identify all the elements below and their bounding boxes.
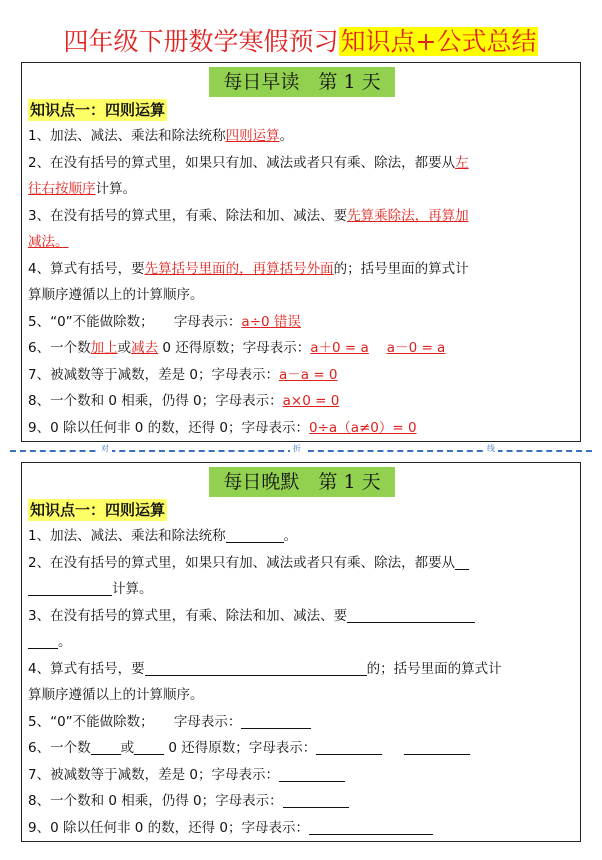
evening-heading: 每日晚默 第 1 天: [209, 467, 395, 497]
evening-line-6: 6、一个数 或 0 还得原数；字母表示：: [28, 735, 576, 762]
answer-blank[interactable]: [455, 553, 469, 570]
answer-blank[interactable]: [226, 526, 284, 543]
morning-heading: 每日早读 第 1 天: [209, 67, 395, 97]
morning-section-title: 知识点一：四则运算: [30, 101, 166, 119]
answer-blank[interactable]: [91, 738, 121, 755]
answer-text: a÷0 错误: [241, 313, 301, 330]
morning-line-6: 6、一个数加上或减去 0 还得原数；字母表示：a＋0 = a a－0 = a: [28, 340, 446, 356]
morning-line-5: 5、“0”不能做除数； 字母表示：a÷0 错误: [28, 313, 301, 330]
morning-line-1: 1、加法、减法、乘法和除法统称四则运算。: [28, 128, 294, 144]
morning-line-3: 3、在没有括号的算式里，有乘、除法和加、减法、要先算乘除法，再算加: [28, 207, 469, 224]
evening-line-7: 7、被减数等于减数，差是 0；字母表示：: [28, 762, 576, 789]
fold-label: 对: [98, 443, 112, 454]
morning-reading-card: [21, 62, 581, 442]
evening-line-5: 5、“0”不能做除数； 字母表示：: [28, 709, 576, 736]
answer-text: a＋0 = a: [310, 340, 369, 356]
morning-line-2: 2、在没有括号的算式里，如果只有加、减法或者只有乘、除法，都要从左: [28, 154, 469, 171]
fold-label: 折: [290, 443, 304, 454]
fold-label: 线: [484, 443, 498, 454]
evening-line-3: 3、在没有括号的算式里，有乘、除法和加、减法、要: [28, 603, 576, 630]
answer-text: a－0 = a: [386, 340, 446, 356]
evening-line-8: 8、一个数和 0 相乘，仍得 0；字母表示：: [28, 788, 576, 815]
answer-text: 0÷a（a≠0）= 0: [309, 419, 417, 436]
evening-line-4b: 算顺序遵循以上的计算顺序。: [28, 687, 204, 703]
morning-line-9: 9、0 除以任何非 0 的数，还得 0；字母表示：0÷a（a≠0）= 0: [28, 419, 417, 436]
evening-section-title: 知识点一：四则运算: [30, 501, 166, 519]
answer-text: 减法。: [28, 234, 69, 250]
answer-text: 往右按顺序: [28, 181, 96, 197]
answer-text: 左: [455, 154, 469, 171]
evening-line-1: 1、加法、减法、乘法和除法统称 。: [28, 528, 298, 544]
answer-text: a－a = 0: [278, 366, 338, 383]
answer-text: a×0 = 0: [282, 393, 340, 409]
morning-line-4: 4、算式有括号，要先算括号里面的，再算括号外面的；括号里面的算式计: [28, 260, 469, 277]
morning-line-8: 8、一个数和 0 相乘，仍得 0；字母表示：a×0 = 0: [28, 393, 340, 409]
answer-blank[interactable]: [404, 738, 470, 755]
page-title: [0, 22, 602, 62]
evening-lines: [28, 523, 576, 841]
answer-text: 先算乘除法，再算加: [347, 207, 469, 224]
answer-blank[interactable]: [241, 712, 311, 729]
answer-blank[interactable]: [28, 632, 58, 649]
morning-line-3b: [28, 229, 576, 256]
evening-line-3b: 。: [28, 629, 576, 656]
evening-line-9: 9、0 除以任何非 0 的数，还得 0；字母表示：: [28, 815, 576, 842]
evening-line-2: 2、在没有括号的算式里，如果只有加、减法或者只有乘、除法，都要从: [28, 550, 576, 577]
answer-blank[interactable]: [28, 579, 112, 596]
answer-blank[interactable]: [283, 791, 349, 808]
evening-line-2b: 计算。: [28, 576, 576, 603]
morning-lines: [28, 123, 576, 441]
answer-blank[interactable]: [145, 659, 367, 676]
answer-blank[interactable]: [309, 818, 433, 835]
answer-blank[interactable]: [316, 738, 382, 755]
morning-line-2b: 往右按顺序计算。: [28, 181, 136, 197]
morning-line-7: 7、被减数等于减数，差是 0；字母表示：a－a = 0: [28, 366, 338, 383]
answer-text: 减去: [131, 340, 159, 356]
answer-blank[interactable]: [347, 606, 475, 623]
answer-blank[interactable]: [279, 765, 345, 782]
title-highlight: 知识点+公式总结: [340, 27, 537, 56]
answer-blank[interactable]: [134, 738, 164, 755]
morning-line-4b: 算顺序遵循以上的计算顺序。: [28, 287, 204, 303]
evening-line-4: 4、算式有括号，要 的；括号里面的算式计: [28, 660, 502, 677]
title-main: 四年级下册数学寒假预习: [63, 27, 339, 56]
answer-text: 四则运算: [225, 128, 280, 144]
answer-text: 加上: [90, 340, 118, 356]
evening-recitation-card: [21, 462, 581, 842]
answer-text: 先算括号里面的，再算括号外面: [144, 260, 334, 277]
